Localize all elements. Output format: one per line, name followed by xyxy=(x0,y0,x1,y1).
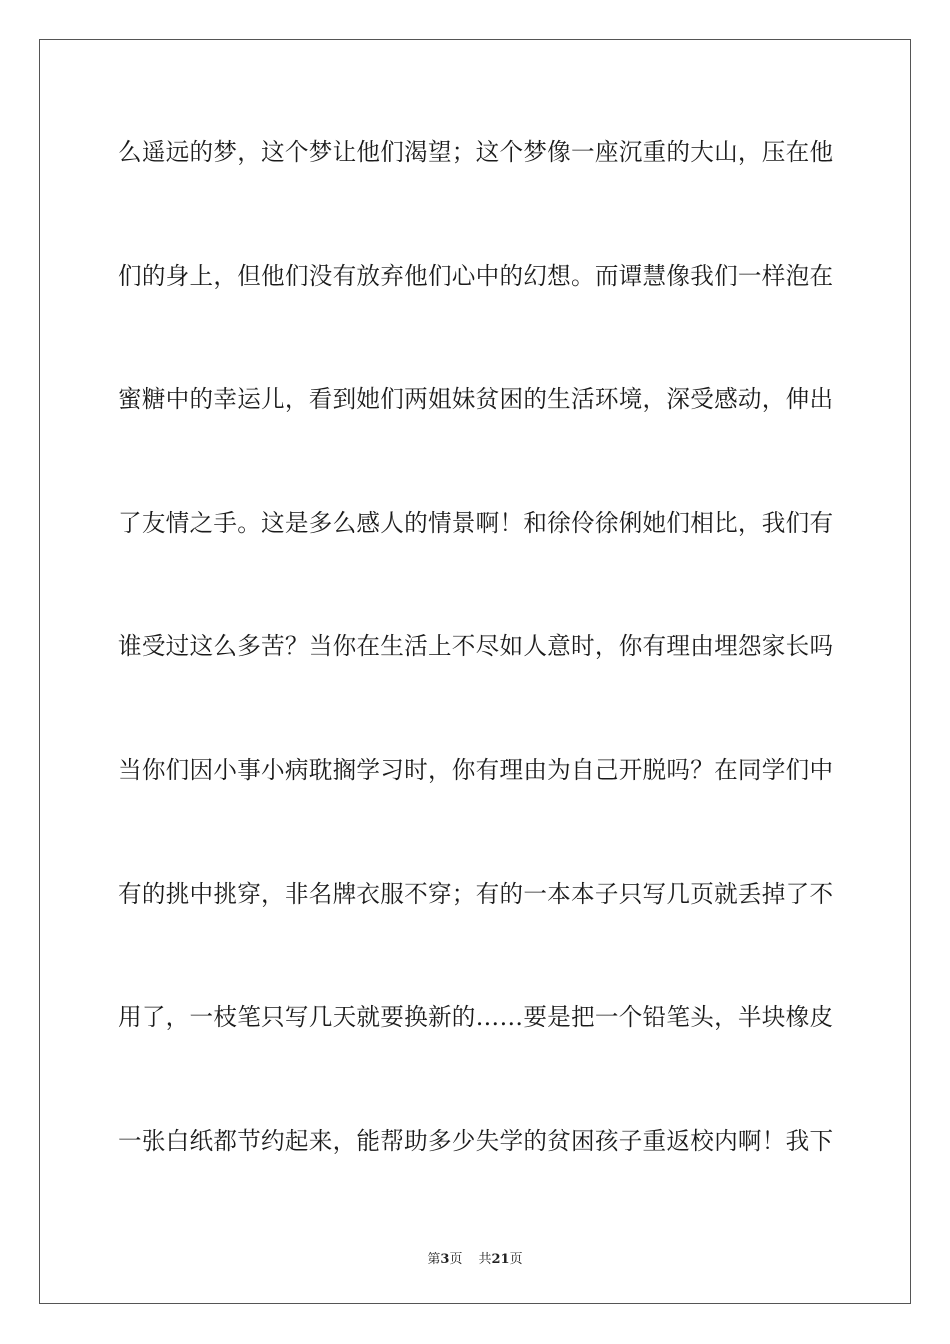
text-line: 一张白纸都节约起来，能帮助多少失学的贫困孩子重返校内啊！我下 xyxy=(118,1126,833,1155)
text-line: 当你们因小事小病耽搁学习时，你有理由为自己开脱吗？在同学们中 xyxy=(118,755,833,784)
text-line: 蜜糖中的幸运儿，看到她们两姐妹贫困的生活环境，深受感动，伸出 xyxy=(118,385,833,414)
text-line: 么遥远的梦，这个梦让他们渴望；这个梦像一座沉重的大山，压在他 xyxy=(118,138,833,166)
text-line: 们的身上，但他们没有放弃他们心中的幻想。而谭慧像我们一样泡在 xyxy=(118,261,833,290)
text-line: 有的挑中挑穿，非名牌衣服不穿；有的一本本子只写几页就丢掉了不 xyxy=(118,879,833,908)
page-suffix: 页 xyxy=(449,1252,463,1267)
total-pages: 21 xyxy=(491,1252,510,1267)
total-prefix: 共 xyxy=(478,1252,492,1267)
page-footer xyxy=(0,1248,950,1267)
text-line: 谁受过这么多苦？当你在生活上不尽如人意时，你有理由埋怨家长吗 xyxy=(118,632,833,661)
page-prefix: 第 xyxy=(427,1252,441,1267)
total-suffix: 页 xyxy=(509,1252,523,1267)
text-line: 了友情之手。这是多么感人的情景啊！和徐伶徐俐她们相比，我们有 xyxy=(118,508,833,537)
page-number: 3 xyxy=(440,1252,450,1267)
body-text xyxy=(118,130,833,1242)
text-line: 用了，一枝笔只写几天就要换新的……要是把一个铅笔头，半块橡皮 xyxy=(118,1003,833,1032)
